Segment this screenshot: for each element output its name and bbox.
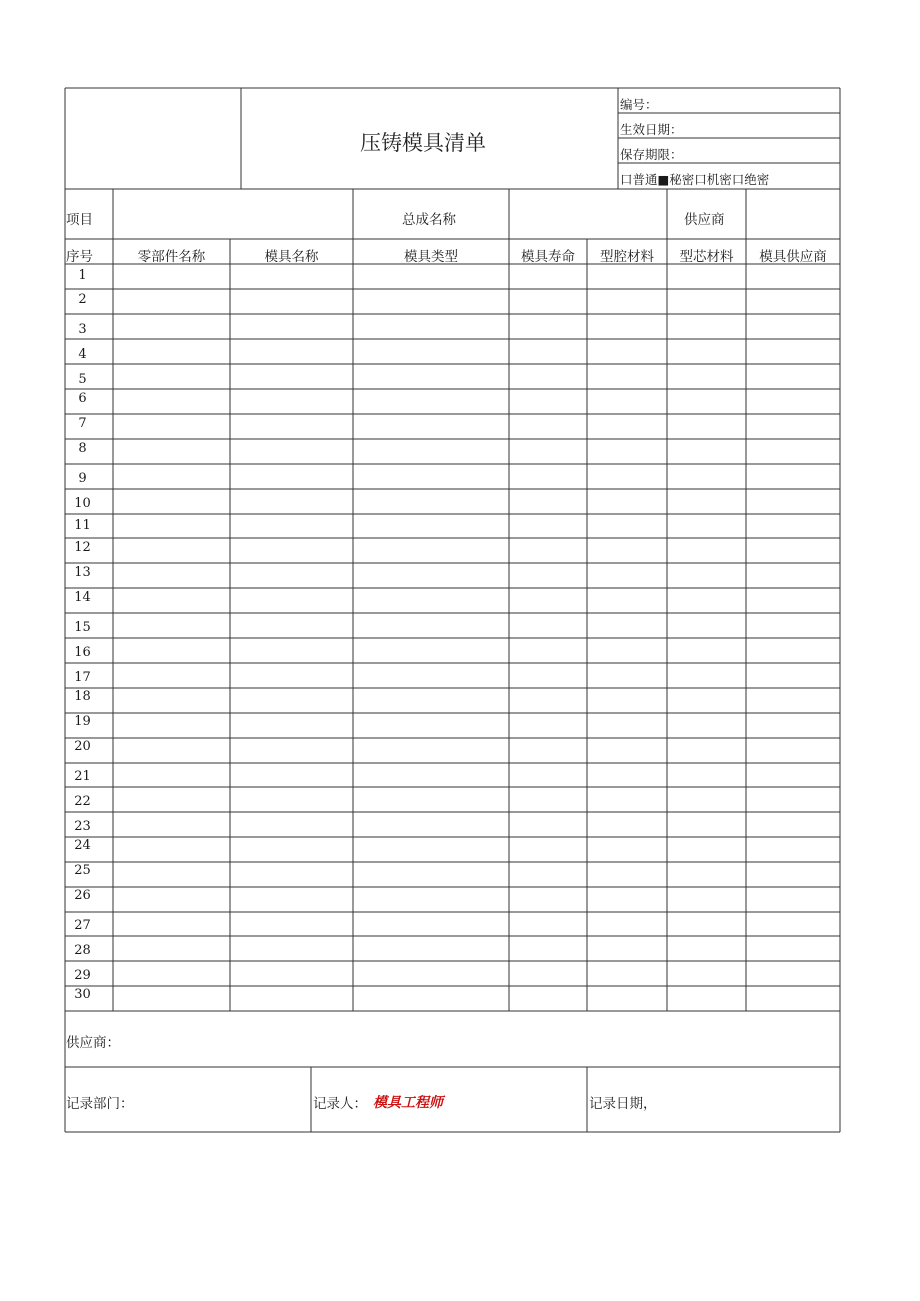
row-number: 5 bbox=[78, 372, 87, 387]
retention-period-label: 保存期限： bbox=[620, 147, 683, 162]
row-number: 19 bbox=[74, 714, 91, 729]
col-part-name-header: 零部件名称 bbox=[137, 249, 206, 265]
project-label: 项目 bbox=[66, 212, 93, 228]
row-number: 16 bbox=[74, 645, 91, 660]
row-number: 6 bbox=[78, 391, 87, 406]
row-number: 22 bbox=[74, 794, 91, 809]
row-number: 12 bbox=[74, 540, 91, 555]
supplier-header-label: 供应商 bbox=[684, 212, 725, 228]
row-number: 25 bbox=[74, 863, 91, 878]
row-number: 24 bbox=[74, 838, 91, 853]
col-mold-supplier-header: 模具供应商 bbox=[759, 249, 827, 265]
recorder-label: 记录人： bbox=[313, 1096, 367, 1112]
row-number: 14 bbox=[74, 590, 91, 605]
row-number: 7 bbox=[78, 416, 87, 431]
doc-number-label: 编号： bbox=[620, 97, 658, 112]
recorder-value: 模具工程师 bbox=[373, 1095, 443, 1111]
record-date-label: 记录日期， bbox=[589, 1096, 657, 1112]
row-number: 23 bbox=[74, 819, 91, 834]
effective-date-label: 生效日期： bbox=[620, 122, 683, 137]
col-mold-type-header: 模具类型 bbox=[404, 249, 458, 265]
row-number: 27 bbox=[74, 918, 91, 933]
col-cavity-material-header: 型腔材料 bbox=[600, 249, 654, 265]
row-number: 26 bbox=[74, 888, 91, 903]
row-number: 28 bbox=[74, 943, 91, 958]
row-number: 29 bbox=[74, 968, 91, 983]
row-number: 10 bbox=[74, 496, 91, 511]
row-number: 4 bbox=[78, 347, 87, 362]
record-dept-label: 记录部门： bbox=[66, 1096, 134, 1112]
row-number: 1 bbox=[78, 268, 87, 283]
row-number: 20 bbox=[74, 739, 91, 754]
col-seq-header: 序号 bbox=[66, 249, 93, 265]
col-mold-life-header: 模具寿命 bbox=[521, 249, 575, 265]
row-number: 21 bbox=[74, 769, 91, 784]
row-number: 13 bbox=[74, 565, 91, 580]
row-number: 8 bbox=[78, 441, 87, 456]
row-number: 17 bbox=[74, 670, 91, 685]
row-number: 15 bbox=[74, 620, 91, 635]
row-number: 9 bbox=[78, 471, 87, 486]
row-number: 30 bbox=[74, 987, 91, 1002]
supplier-footer-label: 供应商： bbox=[66, 1035, 120, 1051]
assembly-name-label: 总成名称 bbox=[402, 212, 456, 228]
form-title: 压铸模具清单 bbox=[360, 131, 486, 155]
row-number: 2 bbox=[78, 292, 87, 307]
col-core-material-header: 型芯材料 bbox=[679, 249, 734, 265]
row-number: 3 bbox=[78, 322, 87, 337]
row-number: 11 bbox=[74, 518, 91, 533]
confidentiality-options: 口普通■秘密口机密口绝密 bbox=[620, 172, 770, 187]
col-mold-name-header: 模具名称 bbox=[264, 249, 319, 265]
row-number: 18 bbox=[74, 689, 91, 704]
